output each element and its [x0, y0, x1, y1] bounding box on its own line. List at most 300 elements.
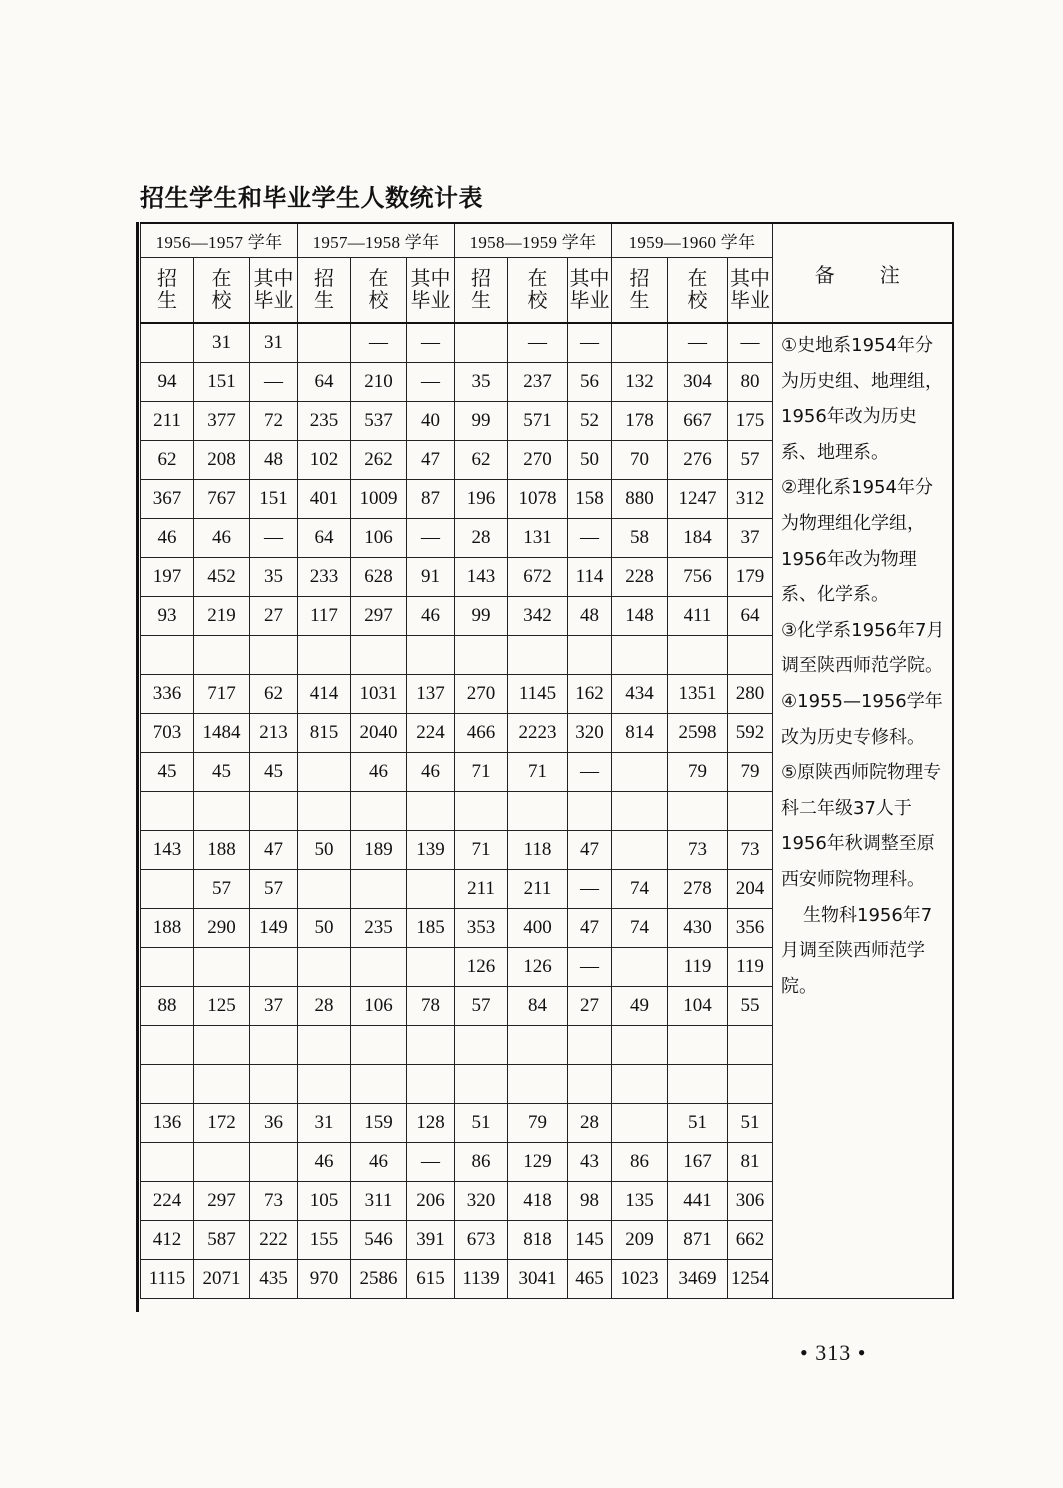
table-cell: 48	[568, 597, 612, 636]
sub-header-text: 在	[527, 268, 548, 290]
table-cell	[612, 753, 668, 792]
table-cell: 1484	[194, 714, 250, 753]
table-cell: 1351	[668, 675, 728, 714]
table-cell: 312	[728, 480, 773, 519]
sub-header	[455, 258, 508, 324]
table-cell: 99	[455, 402, 508, 441]
table-cell	[407, 1065, 455, 1104]
table-cell: 2223	[508, 714, 568, 753]
sub-header-text: 招	[314, 268, 334, 290]
table-cell: 129	[508, 1143, 568, 1182]
sub-header-text: 招	[629, 268, 650, 290]
table-cell	[612, 948, 668, 987]
table-cell: 126	[508, 948, 568, 987]
year-header: 1959—1960 学年	[612, 223, 773, 258]
table-cell	[298, 792, 351, 831]
table-cell	[612, 1104, 668, 1143]
table-cell	[298, 948, 351, 987]
table-cell: —	[568, 870, 612, 909]
table-cell: 51	[455, 1104, 508, 1143]
table-cell	[612, 636, 668, 675]
table-cell: 62	[455, 441, 508, 480]
table-cell: 970	[298, 1260, 351, 1299]
table-cell	[568, 636, 612, 675]
table-cell	[351, 1065, 407, 1104]
table-cell: 210	[351, 363, 407, 402]
table-cell: 3469	[668, 1260, 728, 1299]
table-cell: 880	[612, 480, 668, 519]
sub-header	[668, 258, 728, 324]
table-cell: 46	[194, 519, 250, 558]
table-cell: 102	[298, 441, 351, 480]
table-cell: 74	[612, 909, 668, 948]
table-cell: 2040	[351, 714, 407, 753]
table-cell: 672	[508, 558, 568, 597]
table-cell: 57	[250, 870, 298, 909]
table-cell: 47	[568, 909, 612, 948]
table-cell	[250, 792, 298, 831]
table-cell: 206	[407, 1182, 455, 1221]
table-cell	[250, 1065, 298, 1104]
table-cell: 412	[141, 1221, 194, 1260]
table-cell: 188	[194, 831, 250, 870]
table-cell	[351, 792, 407, 831]
remark-note: ③化学系1956年7月调至陕西师范学院。	[781, 619, 945, 677]
table-cell: 197	[141, 558, 194, 597]
table-cell: 36	[250, 1104, 298, 1143]
sub-header	[250, 258, 298, 324]
year-header: 1956—1957 学年	[141, 223, 298, 258]
table-cell: 73	[250, 1182, 298, 1221]
table-cell	[568, 792, 612, 831]
table-cell: 1031	[351, 675, 407, 714]
sub-header-text: 生	[629, 290, 650, 312]
table-cell: 377	[194, 402, 250, 441]
table-cell	[612, 323, 668, 363]
table-cell	[194, 792, 250, 831]
table-cell: —	[508, 323, 568, 363]
table-cell: 81	[728, 1143, 773, 1182]
table-cell: 128	[407, 1104, 455, 1143]
table-cell	[298, 870, 351, 909]
table-cell	[298, 1065, 351, 1104]
table-cell: 46	[141, 519, 194, 558]
table-cell: 628	[351, 558, 407, 597]
table-cell: 1254	[728, 1260, 773, 1299]
table-cell	[612, 792, 668, 831]
table-cell: 56	[568, 363, 612, 402]
table-cell	[407, 792, 455, 831]
table-cell: 336	[141, 675, 194, 714]
table-cell: 167	[668, 1143, 728, 1182]
table-cell: 1078	[508, 480, 568, 519]
sub-header	[298, 258, 351, 324]
sub-header-text: 生	[471, 290, 491, 312]
table-cell: 52	[568, 402, 612, 441]
table-cell: 98	[568, 1182, 612, 1221]
remarks-column	[773, 323, 953, 1299]
table-cell: 125	[194, 987, 250, 1026]
table-cell: 219	[194, 597, 250, 636]
table-cell	[407, 870, 455, 909]
table-cell	[141, 870, 194, 909]
sub-header	[141, 258, 194, 324]
table-cell: 72	[250, 402, 298, 441]
table-cell: 73	[668, 831, 728, 870]
table-cell: 3041	[508, 1260, 568, 1299]
table-cell: 615	[407, 1260, 455, 1299]
table-cell	[141, 1026, 194, 1065]
sub-header	[728, 258, 773, 324]
table-cell: 466	[455, 714, 508, 753]
table-cell: 297	[194, 1182, 250, 1221]
table-cell: 537	[351, 402, 407, 441]
table-cell: 37	[250, 987, 298, 1026]
table-cell	[351, 636, 407, 675]
table-cell: 2598	[668, 714, 728, 753]
remark-note: ⑤原陕西师院物理专科二年级37人于1956年秋调整至原西安师院物理科。	[781, 762, 942, 890]
table-cell: 815	[298, 714, 351, 753]
table-cell: 99	[455, 597, 508, 636]
table-cell	[194, 1143, 250, 1182]
table-cell: 70	[612, 441, 668, 480]
table-cell: 353	[455, 909, 508, 948]
table-cell	[351, 870, 407, 909]
table-cell: —	[568, 753, 612, 792]
table-cell: 208	[194, 441, 250, 480]
table-cell	[141, 636, 194, 675]
table-cell: 2071	[194, 1260, 250, 1299]
table-cell: 64	[728, 597, 773, 636]
table-cell: 79	[728, 753, 773, 792]
table-cell: 57	[455, 987, 508, 1026]
table-cell: 235	[298, 402, 351, 441]
table-cell: 136	[141, 1104, 194, 1143]
table-cell: 88	[141, 987, 194, 1026]
table-cell: 50	[568, 441, 612, 480]
table-cell: 435	[250, 1260, 298, 1299]
table-cell: 80	[728, 363, 773, 402]
sub-header-text: 生	[157, 290, 177, 312]
table-cell: 132	[612, 363, 668, 402]
table-cell	[612, 1065, 668, 1104]
table-cell	[141, 948, 194, 987]
table-cell	[455, 323, 508, 363]
table-cell	[455, 636, 508, 675]
table-cell: 62	[250, 675, 298, 714]
table-cell: 172	[194, 1104, 250, 1143]
table-cell: 86	[612, 1143, 668, 1182]
table-cell: 280	[728, 675, 773, 714]
table-cell: 320	[568, 714, 612, 753]
table-cell: 31	[298, 1104, 351, 1143]
table-cell	[728, 1065, 773, 1104]
table-cell: 148	[612, 597, 668, 636]
table-cell: 46	[298, 1143, 351, 1182]
table-cell: 211	[455, 870, 508, 909]
table-cell: 71	[455, 831, 508, 870]
table-cell: 131	[508, 519, 568, 558]
table-cell: 155	[298, 1221, 351, 1260]
table-cell: 237	[508, 363, 568, 402]
year-header-row	[141, 223, 953, 258]
table-cell: 818	[508, 1221, 568, 1260]
table-cell: 143	[455, 558, 508, 597]
table-cell	[194, 1065, 250, 1104]
table-cell: 71	[508, 753, 568, 792]
sub-header-text: 毕业	[410, 290, 451, 312]
sub-header-text: 其中	[730, 268, 770, 290]
table-body	[141, 323, 953, 1299]
table-cell: 46	[351, 1143, 407, 1182]
table-cell: 304	[668, 363, 728, 402]
table-cell: 106	[351, 519, 407, 558]
table-cell: 204	[728, 870, 773, 909]
table-cell	[568, 1065, 612, 1104]
table-cell	[728, 1026, 773, 1065]
remark-note: ①史地系1954年分为历史组、地理组，1956年改为历史系、地理系。	[781, 335, 943, 463]
table-cell: 213	[250, 714, 298, 753]
table-cell: 31	[194, 323, 250, 363]
table-cell: 27	[568, 987, 612, 1026]
table-cell: 159	[351, 1104, 407, 1143]
table-cell: 756	[668, 558, 728, 597]
table-cell: 270	[508, 441, 568, 480]
table-cell	[508, 1026, 568, 1065]
sub-header-text: 毕业	[730, 290, 770, 312]
table-cell: 45	[250, 753, 298, 792]
table-cell: 278	[668, 870, 728, 909]
table-cell: 43	[568, 1143, 612, 1182]
table-cell: 662	[728, 1221, 773, 1260]
table-cell	[298, 636, 351, 675]
table-cell: 401	[298, 480, 351, 519]
table-cell	[455, 1065, 508, 1104]
table-cell: 188	[141, 909, 194, 948]
table-cell: 28	[568, 1104, 612, 1143]
table-cell: 149	[250, 909, 298, 948]
table-cell: 79	[508, 1104, 568, 1143]
table-cell: 228	[612, 558, 668, 597]
table-cell: 158	[568, 480, 612, 519]
table-cell: 717	[194, 675, 250, 714]
table-cell: 391	[407, 1221, 455, 1260]
left-margin-rule	[136, 222, 139, 1312]
table-cell: 270	[455, 675, 508, 714]
table-cell: 50	[298, 831, 351, 870]
table-cell: 64	[298, 363, 351, 402]
table-cell: 119	[668, 948, 728, 987]
table-cell: 47	[250, 831, 298, 870]
table-cell	[298, 1026, 351, 1065]
table-cell: 105	[298, 1182, 351, 1221]
table-cell: —	[568, 948, 612, 987]
table-cell	[407, 636, 455, 675]
table-cell	[250, 1143, 298, 1182]
table-cell: 1139	[455, 1260, 508, 1299]
table-cell	[194, 636, 250, 675]
sub-header-text: 在	[368, 268, 389, 290]
year-header: 1957—1958 学年	[298, 223, 455, 258]
table-cell: 290	[194, 909, 250, 948]
table-cell: 135	[612, 1182, 668, 1221]
table-cell: 35	[250, 558, 298, 597]
remark-note: ④1955—1956学年改为历史专修科。	[781, 690, 943, 748]
table-cell: 51	[668, 1104, 728, 1143]
table-cell: 62	[141, 441, 194, 480]
table-cell: 126	[455, 948, 508, 987]
table-cell	[298, 753, 351, 792]
table-cell: 184	[668, 519, 728, 558]
sub-header	[407, 258, 455, 324]
table-cell: 49	[612, 987, 668, 1026]
table-cell: —	[407, 1143, 455, 1182]
table-cell: 162	[568, 675, 612, 714]
table-cell: 320	[455, 1182, 508, 1221]
remark-note: ②理化系1954年分为物理组化学组，1956年改为物理系、化学系。	[781, 477, 933, 606]
table-cell: 48	[250, 441, 298, 480]
remarks-header: 备 注	[773, 223, 953, 323]
table-cell: 400	[508, 909, 568, 948]
table-cell: 86	[455, 1143, 508, 1182]
table-cell: 94	[141, 363, 194, 402]
table-cell: 222	[250, 1221, 298, 1260]
sub-header-text: 招	[471, 268, 491, 290]
sub-header-text: 校	[687, 290, 708, 312]
table-cell: 45	[194, 753, 250, 792]
table-cell	[250, 636, 298, 675]
table-cell: 79	[668, 753, 728, 792]
table-cell: 276	[668, 441, 728, 480]
table-cell: 2586	[351, 1260, 407, 1299]
table-cell: 139	[407, 831, 455, 870]
table-cell	[508, 1065, 568, 1104]
table-cell: 196	[455, 480, 508, 519]
sub-header-text: 校	[368, 290, 389, 312]
table-cell: 211	[141, 402, 194, 441]
table-cell: 235	[351, 909, 407, 948]
table-cell: 57	[728, 441, 773, 480]
enrollment-statistics-table	[140, 222, 954, 1299]
table-cell	[668, 636, 728, 675]
table-cell: 297	[351, 597, 407, 636]
table-cell	[668, 1026, 728, 1065]
table-cell: 179	[728, 558, 773, 597]
sub-header-text: 招	[157, 268, 177, 290]
table-cell	[455, 1026, 508, 1065]
table-cell: 28	[455, 519, 508, 558]
table-cell	[141, 1143, 194, 1182]
table-cell: —	[250, 363, 298, 402]
table-cell: 441	[668, 1182, 728, 1221]
sub-header-text: 其中	[410, 268, 451, 290]
table-cell: 151	[250, 480, 298, 519]
table-cell: 342	[508, 597, 568, 636]
table-cell: 1115	[141, 1260, 194, 1299]
table-cell: 137	[407, 675, 455, 714]
table-cell: 46	[351, 753, 407, 792]
table-cell: 209	[612, 1221, 668, 1260]
table-cell	[298, 323, 351, 363]
table-cell	[141, 792, 194, 831]
table-cell: 27	[250, 597, 298, 636]
table-cell	[728, 792, 773, 831]
table-cell	[508, 792, 568, 831]
table-cell: 84	[508, 987, 568, 1026]
table-cell: —	[407, 519, 455, 558]
table-cell: 411	[668, 597, 728, 636]
table-cell: —	[568, 519, 612, 558]
sub-header-text: 生	[314, 290, 334, 312]
table-cell: 418	[508, 1182, 568, 1221]
table-cell: 71	[455, 753, 508, 792]
table-cell	[250, 1026, 298, 1065]
table-cell: —	[407, 363, 455, 402]
table-cell: 414	[298, 675, 351, 714]
table-cell: 118	[508, 831, 568, 870]
table-cell	[612, 1026, 668, 1065]
table-cell: 465	[568, 1260, 612, 1299]
sub-header-text: 毕业	[253, 290, 294, 312]
table-cell: 74	[612, 870, 668, 909]
sub-header-text: 校	[527, 290, 548, 312]
table-cell: 117	[298, 597, 351, 636]
table-cell: 73	[728, 831, 773, 870]
table-cell: 211	[508, 870, 568, 909]
table-cell	[141, 1065, 194, 1104]
sub-header-text: 其中	[569, 268, 610, 290]
sub-header	[612, 258, 668, 324]
table-cell: 104	[668, 987, 728, 1026]
table-cell: 430	[668, 909, 728, 948]
table-cell: 189	[351, 831, 407, 870]
table-cell: 311	[351, 1182, 407, 1221]
table-cell: 1023	[612, 1260, 668, 1299]
table-cell: 871	[668, 1221, 728, 1260]
table-cell: —	[568, 323, 612, 363]
table-cell	[141, 323, 194, 363]
table-cell: —	[407, 323, 455, 363]
table-cell: 151	[194, 363, 250, 402]
table-cell: 40	[407, 402, 455, 441]
sub-header	[568, 258, 612, 324]
table-cell: —	[351, 323, 407, 363]
table-cell	[351, 1026, 407, 1065]
table-cell: 224	[407, 714, 455, 753]
table-cell: 50	[298, 909, 351, 948]
table-cell: 452	[194, 558, 250, 597]
table-cell: 1009	[351, 480, 407, 519]
page-title: 招生学生和毕业学生人数统计表	[140, 184, 483, 212]
page-number: • 313 •	[800, 1340, 867, 1365]
table-cell: 87	[407, 480, 455, 519]
table-cell	[194, 948, 250, 987]
table-cell	[612, 831, 668, 870]
table-cell: 306	[728, 1182, 773, 1221]
table-cell	[668, 792, 728, 831]
table-cell: 262	[351, 441, 407, 480]
table-cell: 114	[568, 558, 612, 597]
table-cell	[568, 1026, 612, 1065]
table-cell: 35	[455, 363, 508, 402]
table-cell: 434	[612, 675, 668, 714]
sub-header-text: 毕业	[569, 290, 610, 312]
table-cell: 185	[407, 909, 455, 948]
table-cell: 224	[141, 1182, 194, 1221]
sub-header	[194, 258, 250, 324]
table-cell: 91	[407, 558, 455, 597]
year-header: 1958—1959 学年	[455, 223, 612, 258]
